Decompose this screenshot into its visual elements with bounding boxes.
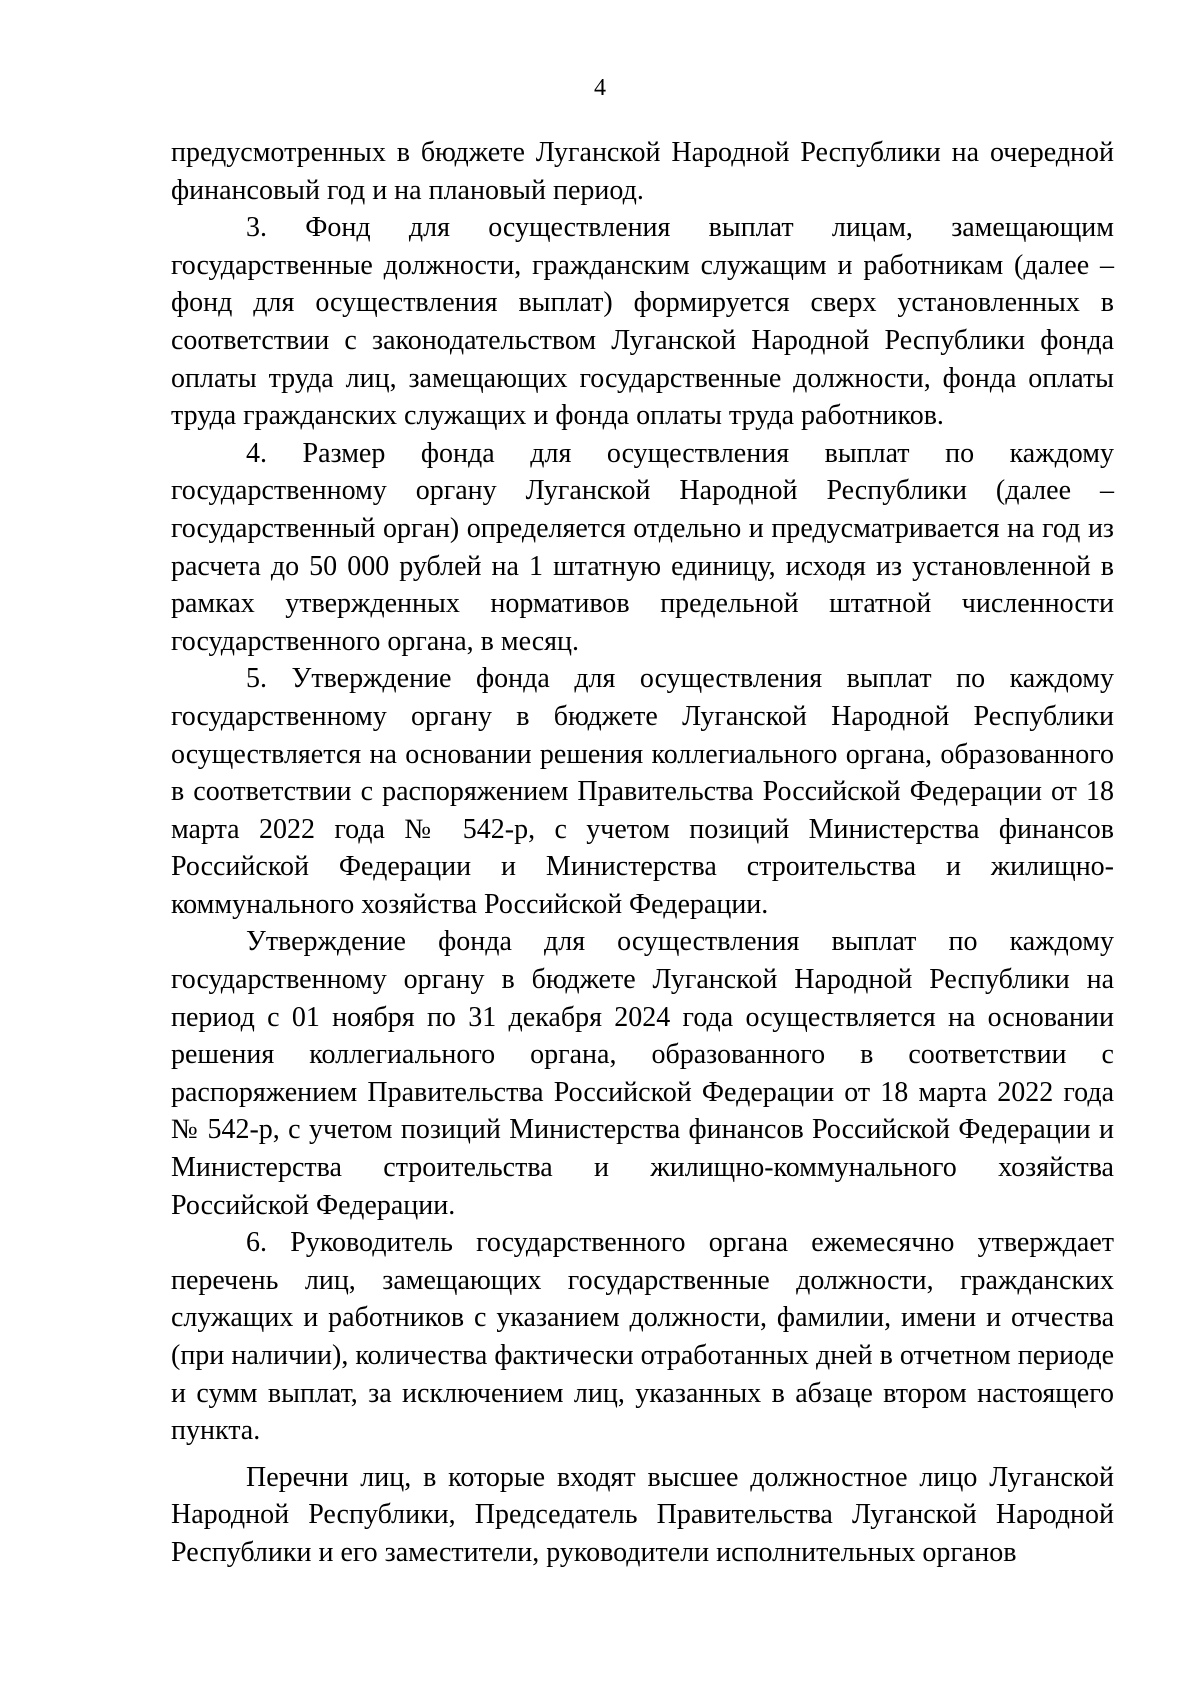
paragraph-item-6-part-2: Перечни лиц, в которые входят высшее должностное лицо Луганской Народной Республики, Председатель Правительства Луганской Народной Республики и его заместители, руководители исполнительных органов <box>171 1461 1114 1568</box>
paragraph-item-5-part-2: Утверждение фонда для осуществления выплат по каждому государственному органу в бюджете Луганской Народной Республики на период с 01 ноября по 31 декабря 2024 года осуществляется на основании решения коллегиального органа, образованного в соответствии с распоряжением Правительства Российской Федерации от 18 марта 2022 года № 542-р, с учетом позиций Министерства финансов Российской Федерации и Министерства строительства и жилищно-коммунального хозяйства Российской Федерации. <box>171 926 1114 1221</box>
paragraph-continuation: предусмотренных в бюджете Луганской Народной Республики на очередной финансовый год и на плановый период. <box>171 137 1114 206</box>
paragraph-item-4: 4. Размер фонда для осуществления выплат по каждому государственному органу Луганской Народной Республики (далее – государственный орган) определяется отдельно и предусматривается на год из расчета до 50 000 рублей на 1 штатную единицу, исходя из установленной в рамках утвержденных нормативов предельной штатной численности государственного органа, в месяц. <box>171 437 1114 657</box>
paragraph-item-3: 3. Фонд для осуществления выплат лицам, замещающим государственные должности, гражданским служащим и работникам (далее – фонд для осуществления выплат) формируется сверх установленных в соответствии с законодательством Луганской Народной Республики фонда оплаты труда лиц, замещающих государственные должности, фонда оплаты труда гражданских служащих и фонда оплаты труда работников. <box>171 212 1114 432</box>
page-number: 4 <box>594 75 606 101</box>
paragraph-item-5: 5. Утверждение фонда для осуществления выплат по каждому государственному органу в бюджете Луганской Народной Республики осуществляется на основании решения коллегиального органа, образованного в соответствии с распоряжением Правительства Российской Федерации от 18 марта 2022 года № 542-р, с учетом позиций Министерства финансов Российской Федерации и Министерства строительства и жилищно-коммунального хозяйства Российской Федерации. <box>171 663 1114 920</box>
paragraph-item-6: 6. Руководитель государственного органа ежемесячно утверждает перечень лиц, замещающих государственные должности, гражданских служащих и работников с указанием должности, фамилии, имени и отчества (при наличии), количества фактически отработанных дней в отчетном периоде и сумм выплат, за исключением лиц, указанных в абзаце втором настоящего пункта. <box>171 1227 1114 1447</box>
document-body <box>171 134 1114 1572</box>
